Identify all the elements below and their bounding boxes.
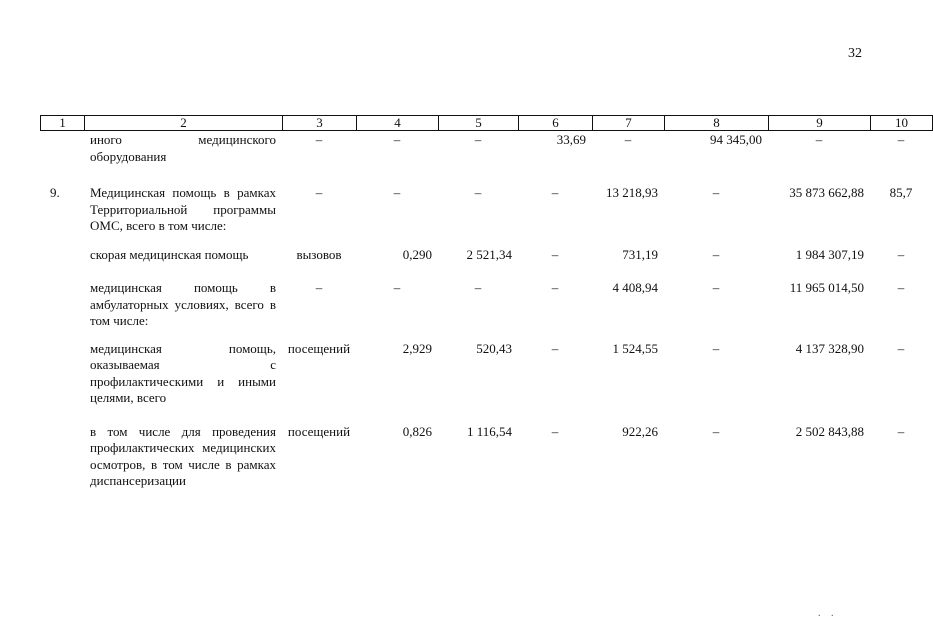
row-number: [40, 424, 84, 490]
value-cell: 13 218,93: [606, 185, 658, 200]
table-row: [40, 132, 932, 165]
value-cell: –: [474, 280, 482, 295]
value-cell: –: [897, 280, 905, 295]
page-number: 32: [848, 46, 862, 61]
column-number-8: 8: [665, 116, 769, 131]
row-number: [40, 341, 84, 407]
value-cell: –: [551, 423, 559, 439]
unit-cell: –: [315, 280, 323, 295]
row-description: в том числе для проведения профилактических медицинских осмотров, в том числе в рамках диспансеризации: [90, 423, 276, 488]
value-cell: –: [624, 132, 632, 147]
unit-cell: –: [315, 132, 323, 147]
table-row: [40, 247, 932, 264]
value-cell: –: [897, 423, 905, 439]
value-cell: 0,826: [402, 423, 432, 439]
table-row: [40, 341, 932, 407]
row-description: скорая медицинская помощь: [90, 246, 249, 262]
row-description: медицинская помощь в амбулаторных условиях, всего в том числе:: [90, 280, 276, 328]
unit-cell: посещений: [287, 340, 351, 356]
value-cell: 1 524,55: [612, 340, 658, 356]
value-cell: 4 408,94: [612, 280, 658, 295]
row-number: [40, 132, 84, 165]
value-cell: 1 984 307,19: [795, 246, 864, 262]
column-number-7: 7: [593, 116, 665, 131]
unit-cell: вызовов: [296, 246, 342, 262]
value-cell: 520,43: [476, 340, 512, 356]
value-cell: 1 116,54: [466, 423, 512, 439]
value-cell: –: [815, 132, 823, 147]
value-cell: –: [712, 280, 720, 295]
value-cell: 4 137 328,90: [795, 340, 864, 356]
data-table: [40, 132, 932, 490]
unit-cell: –: [315, 185, 323, 200]
value-cell: 2 521,34: [466, 246, 512, 262]
column-number-6: 6: [519, 116, 593, 131]
row-description: иного медицинского оборудования: [90, 132, 276, 164]
value-cell: –: [474, 185, 482, 200]
value-cell: 2,929: [402, 340, 432, 356]
value-cell: –: [897, 340, 905, 356]
column-number-1: 1: [41, 116, 85, 131]
value-cell: –: [897, 246, 905, 262]
column-number-4: 4: [357, 116, 439, 131]
column-number-3: 3: [283, 116, 357, 131]
value-cell: –: [551, 340, 559, 356]
row-number: [40, 280, 84, 330]
value-cell: –: [393, 280, 401, 295]
value-cell: –: [551, 185, 559, 200]
value-cell: 2 502 843,88: [795, 423, 864, 439]
column-number-2: 2: [85, 116, 283, 131]
value-cell: –: [712, 185, 720, 200]
table-row: [40, 280, 932, 330]
row-description: медицинская помощь, оказываемая с профилактическими и иными целями, всего: [90, 340, 276, 405]
value-cell: –: [897, 132, 905, 147]
column-number-9: 9: [769, 116, 871, 131]
value-cell: 33,69: [556, 132, 586, 147]
value-cell: –: [474, 132, 482, 147]
value-cell: –: [712, 340, 720, 356]
row-number: [40, 247, 84, 264]
column-number-header: [40, 115, 933, 131]
value-cell: 0,290: [402, 246, 432, 262]
value-cell: –: [712, 246, 720, 262]
value-cell: –: [712, 423, 720, 439]
value-cell: 35 873 662,88: [789, 185, 864, 200]
row-number: 9.: [50, 185, 60, 200]
value-cell: –: [551, 246, 559, 262]
row-description: Медицинская помощь в рамках Территориальной программы ОМС, всего в том числе:: [90, 185, 276, 233]
value-cell: 85,7: [889, 185, 913, 200]
column-number-5: 5: [439, 116, 519, 131]
value-cell: –: [551, 280, 559, 295]
scan-mark: . .: [818, 608, 838, 619]
value-cell: 731,19: [622, 246, 658, 262]
value-cell: –: [393, 132, 401, 147]
value-cell: 922,26: [622, 423, 658, 439]
table-row: [40, 424, 932, 490]
table-row: [40, 185, 932, 235]
column-number-10: 10: [871, 116, 933, 131]
value-cell: –: [393, 185, 401, 200]
value-cell: 94 345,00: [710, 132, 762, 147]
value-cell: 11 965 014,50: [789, 280, 864, 295]
unit-cell: посещений: [287, 423, 351, 439]
